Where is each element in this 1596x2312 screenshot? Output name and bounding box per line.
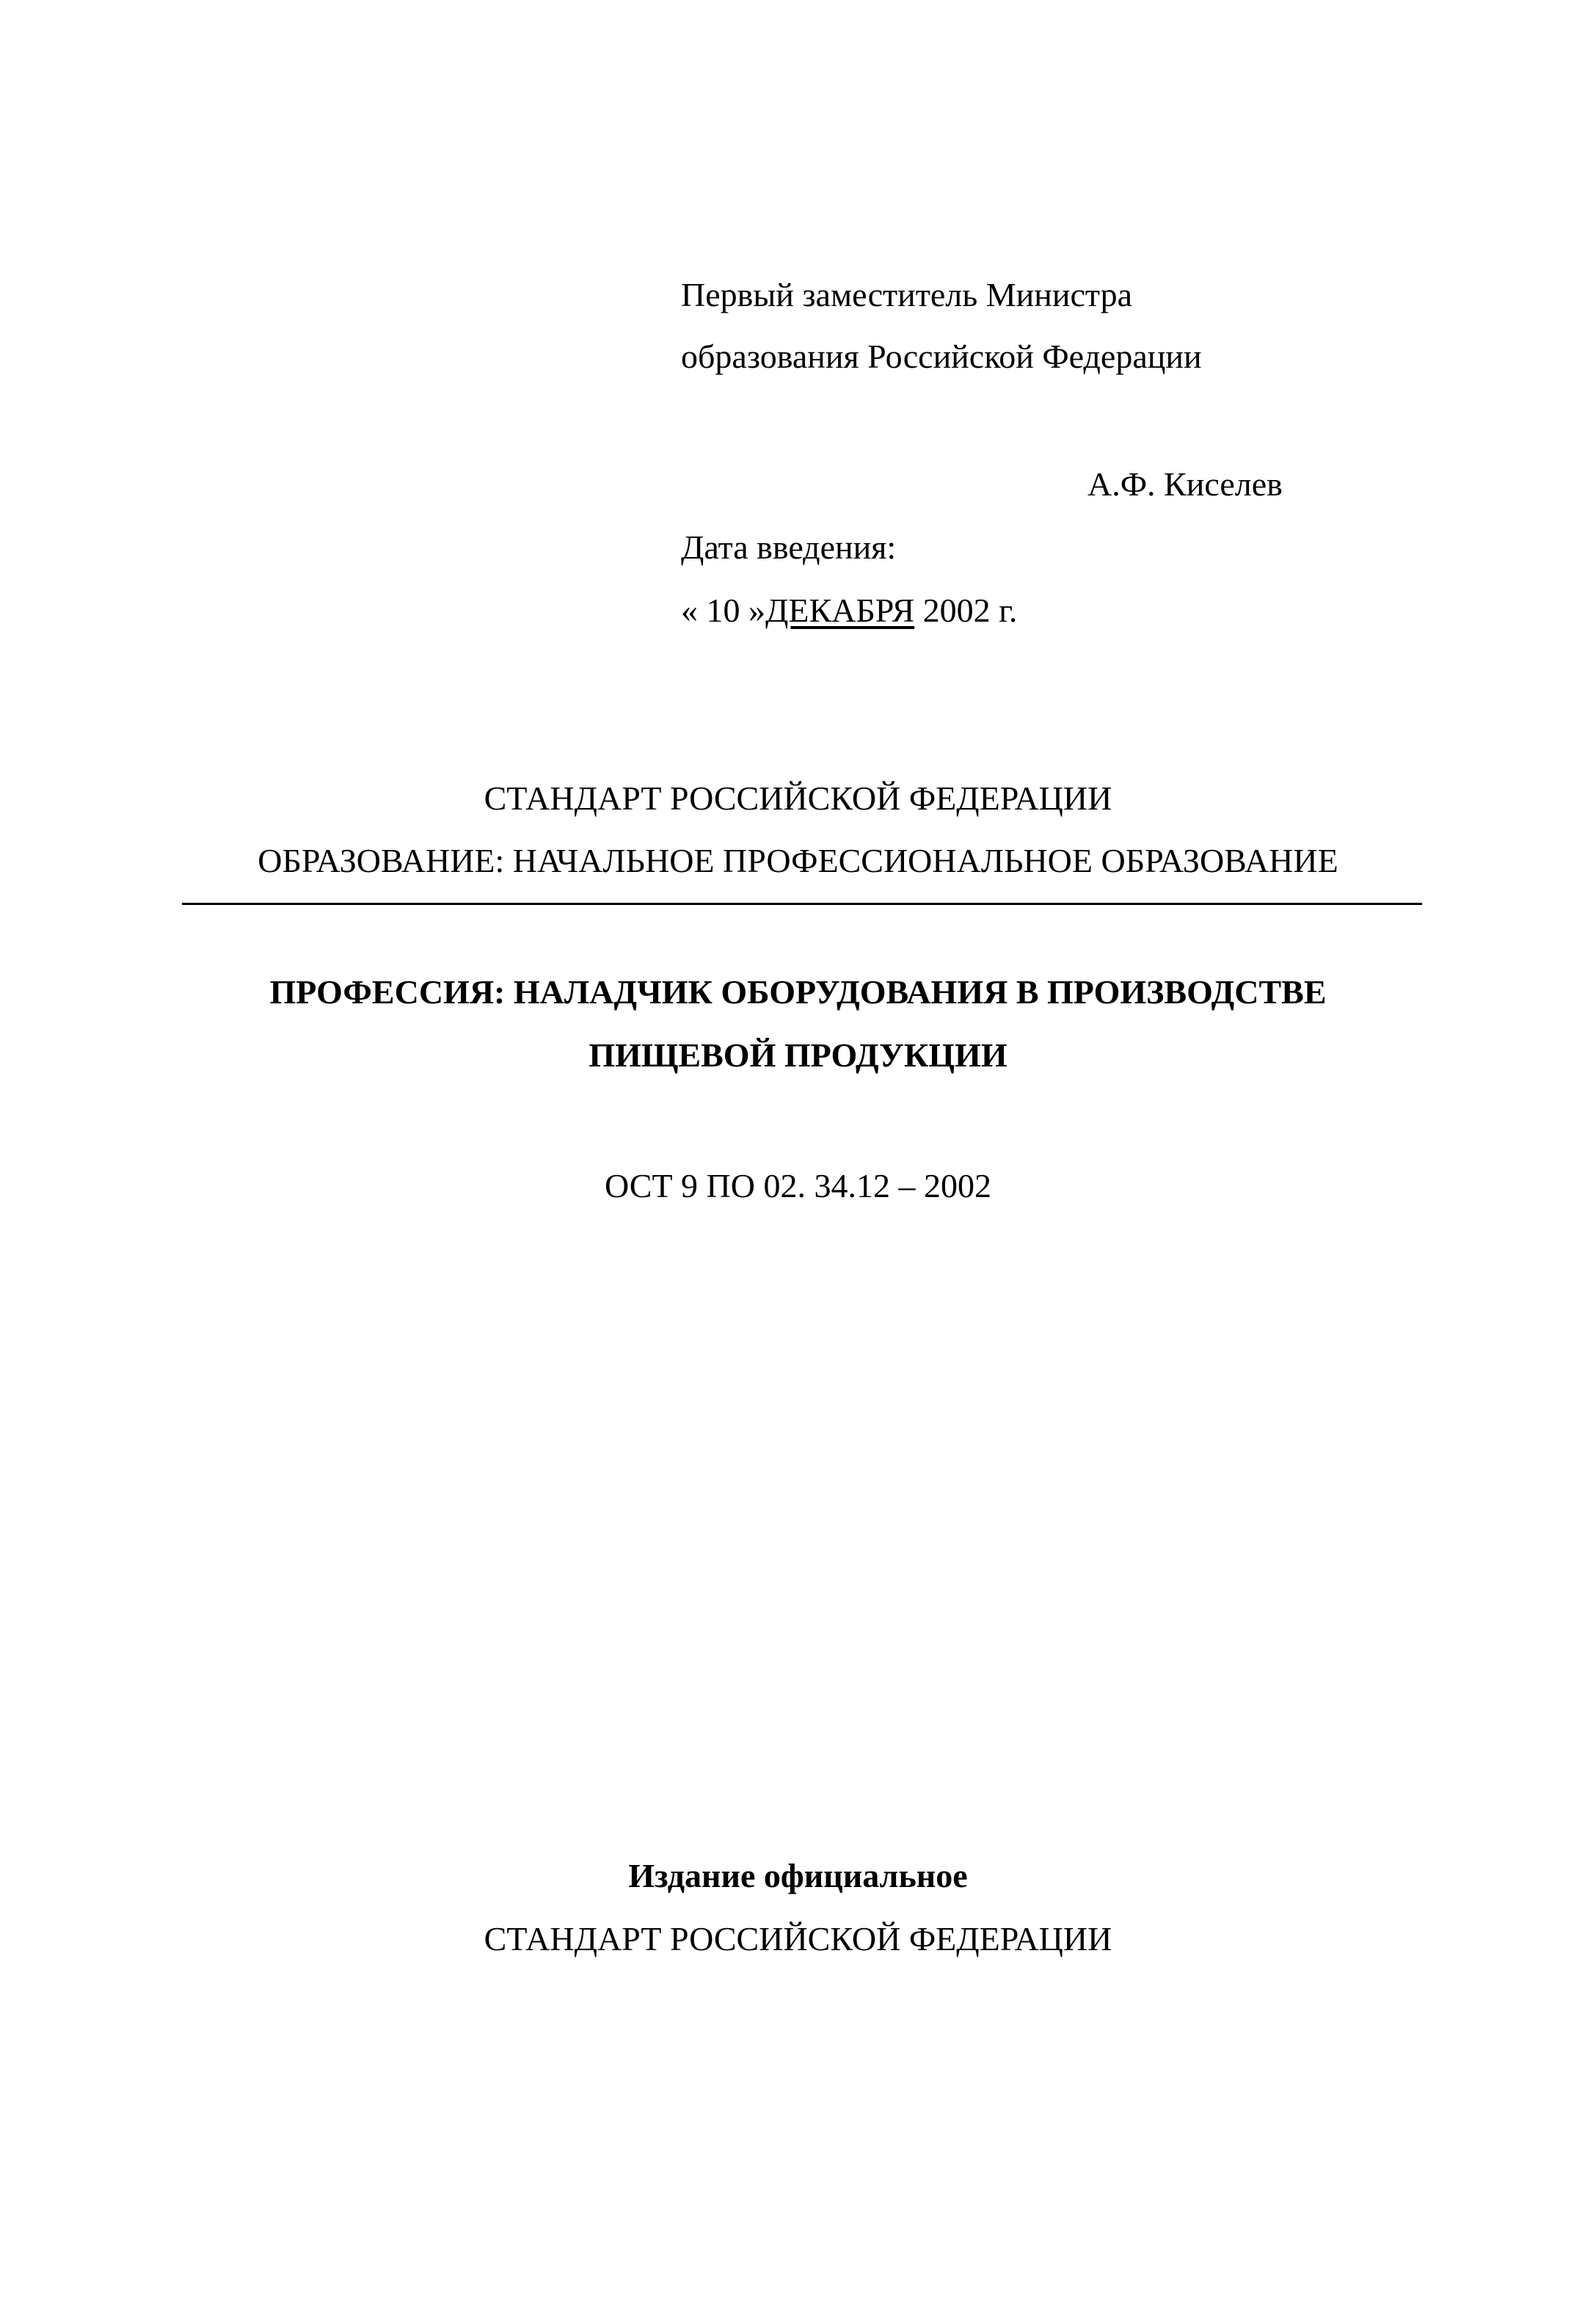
approval-date-month: ДЕКАБРЯ <box>765 592 915 629</box>
document-code: ОСТ 9 ПО 02. 34.12 – 2002 <box>604 1167 991 1204</box>
header-line2: ОБРАЗОВАНИЕ: НАЧАЛЬНОЕ ПРОФЕССИОНАЛЬНОЕ ОБРАЗОВАНИЕ <box>258 842 1338 879</box>
approval-date-label: Дата введения: <box>681 528 897 566</box>
footer-standard: СТАНДАРТ РОССИЙСКОЙ ФЕДЕРАЦИИ <box>484 1920 1112 1957</box>
approval-date-day: « 10 » <box>681 592 765 629</box>
footer-edition: Издание официальное <box>628 1857 968 1894</box>
approval-position-line1: Первый заместитель Министра <box>681 276 1132 313</box>
approval-date-year: 2002 г. <box>914 592 1018 629</box>
approval-position-line2: образования Российской Федерации <box>681 338 1202 375</box>
title-line1: ПРОФЕССИЯ: НАЛАДЧИК ОБОРУДОВАНИЯ В ПРОИЗВОДСТВЕ <box>269 973 1327 1011</box>
approval-signatory: А.Ф. Киселев <box>1087 465 1283 503</box>
approval-date <box>681 590 1017 631</box>
title-line2: ПИЩЕВОЙ ПРОДУКЦИИ <box>589 1036 1007 1074</box>
header-divider <box>182 903 1422 905</box>
header-line1: СТАНДАРТ РОССИЙСКОЙ ФЕДЕРАЦИИ <box>484 779 1112 817</box>
